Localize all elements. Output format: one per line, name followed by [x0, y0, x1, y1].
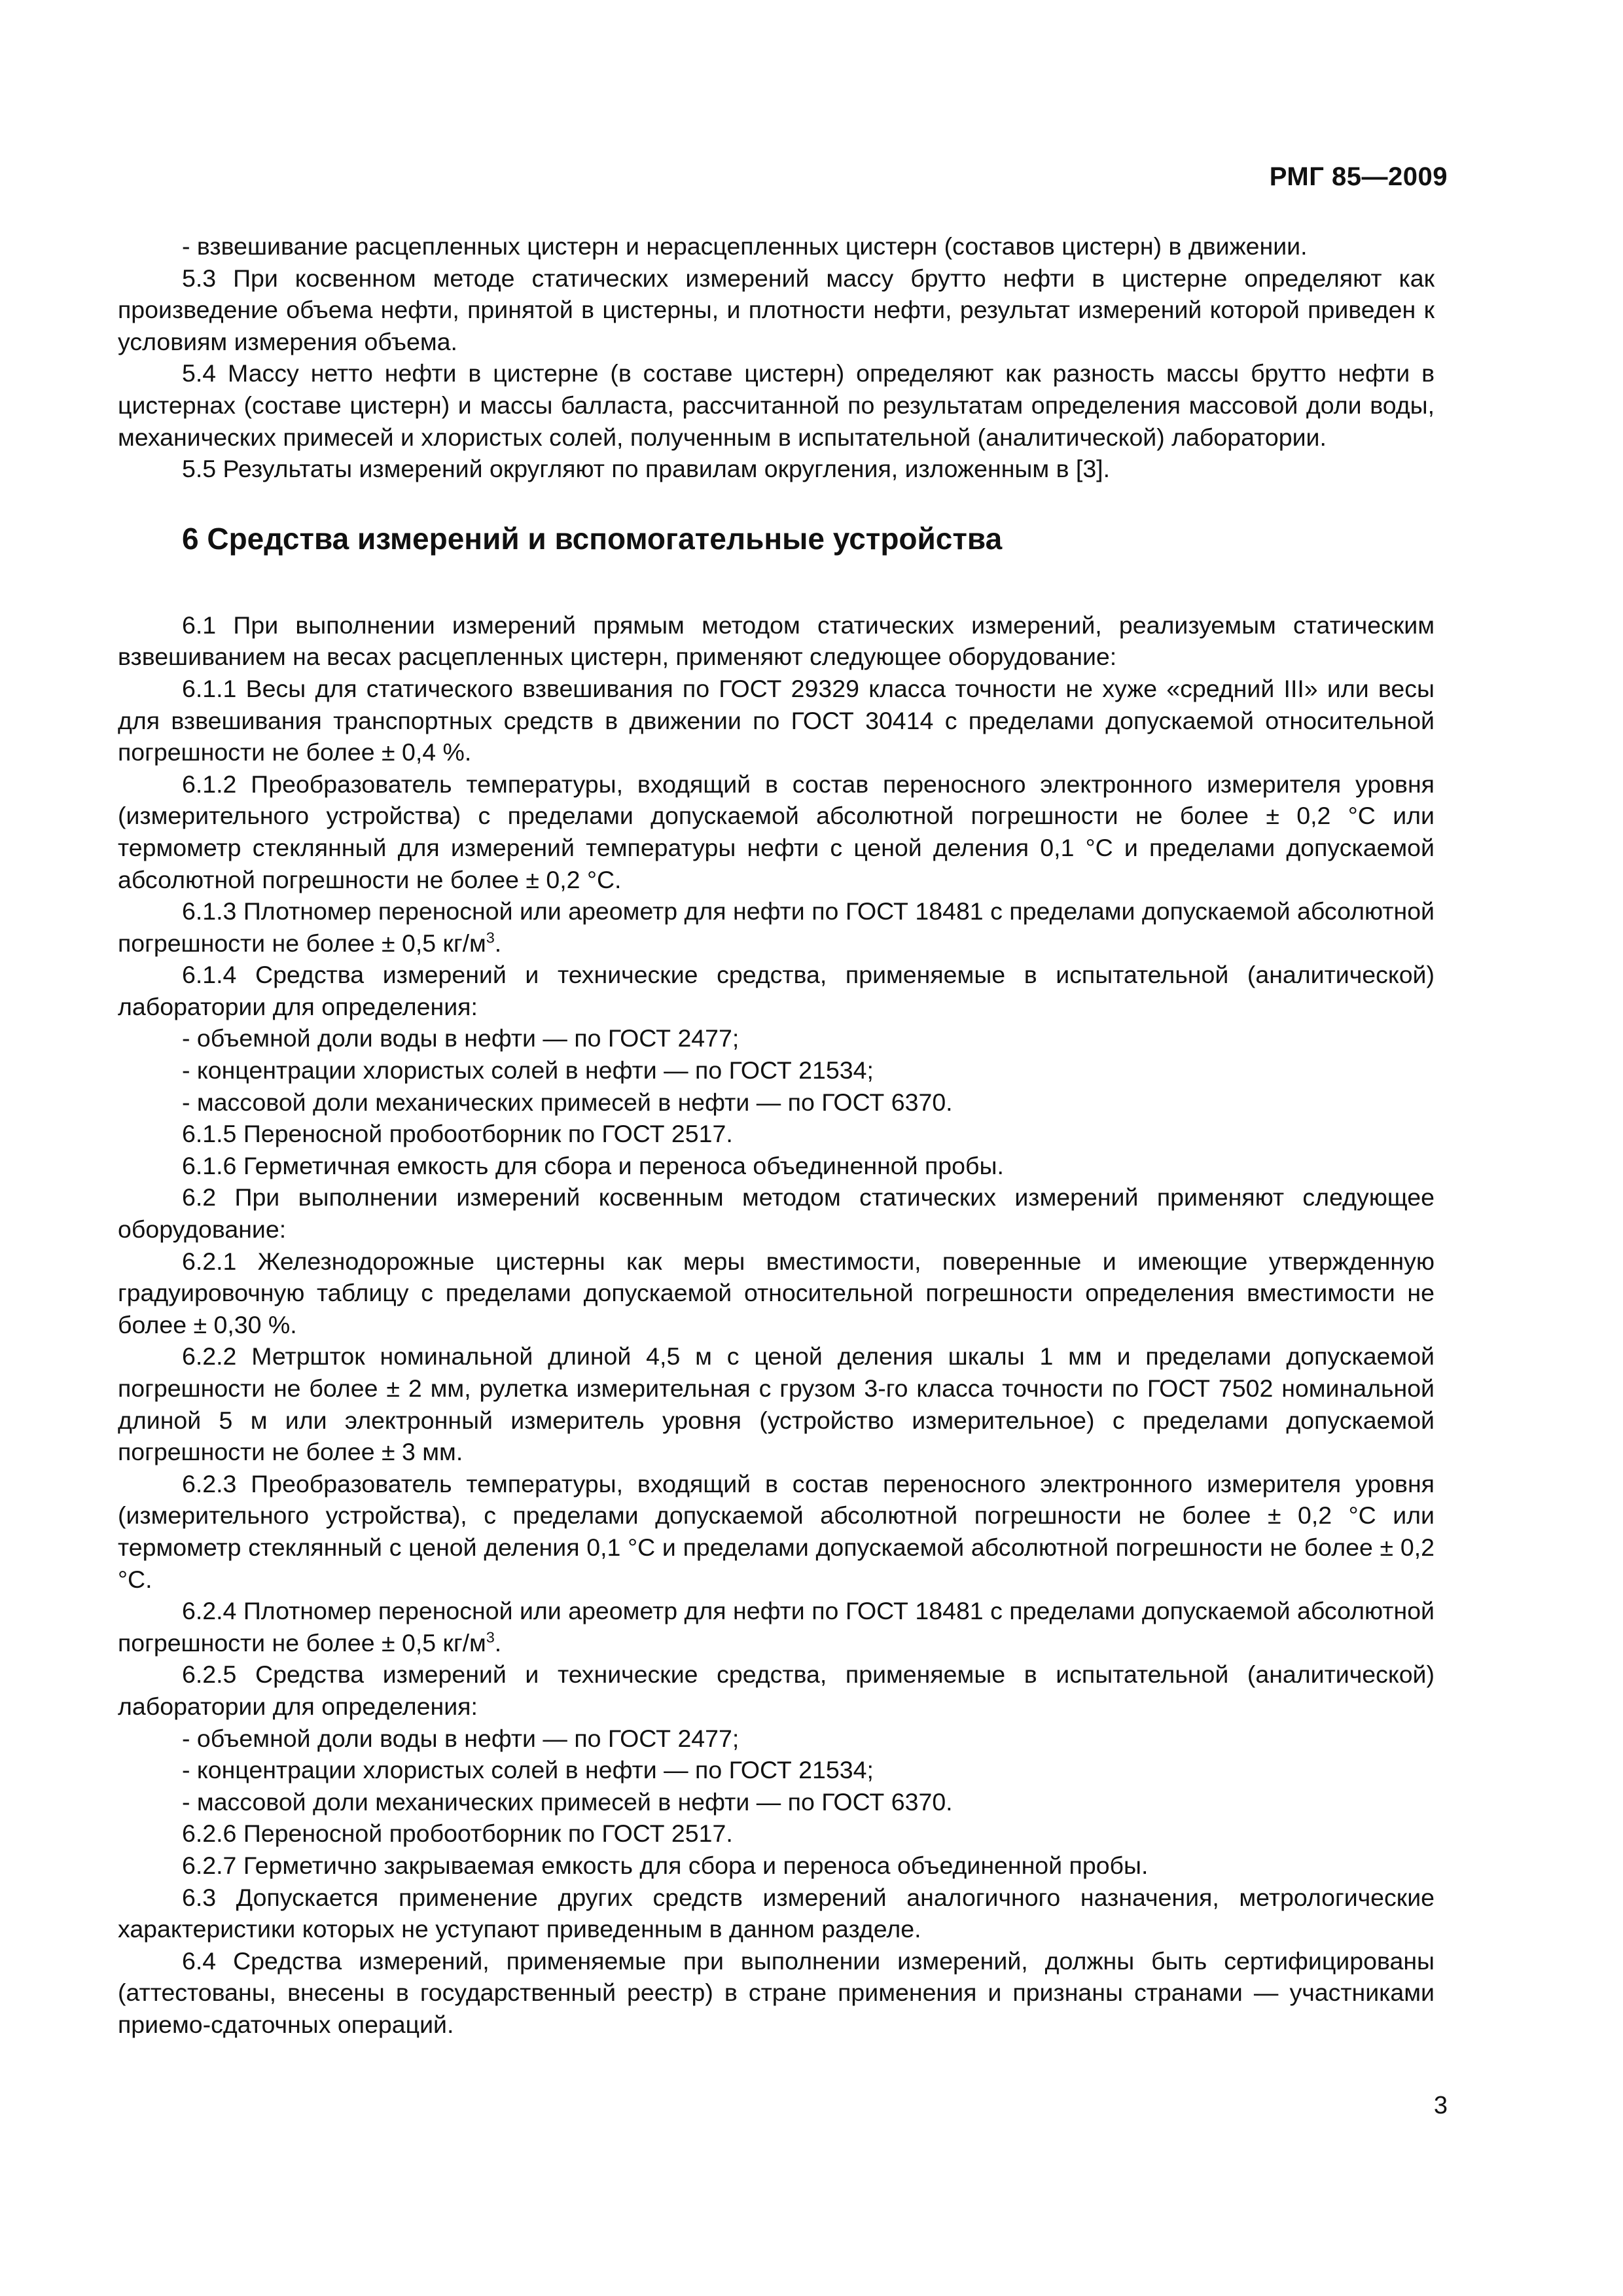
- clause-5-5: 5.5 Результаты измерений округляют по правилам округления, изложенным в [3].: [182, 455, 1111, 483]
- clause-6-2-4: [118, 1595, 1435, 1659]
- superscript-3: 3: [486, 929, 495, 946]
- list-item-water: - объемной доли воды в нефти — по ГОСТ 2477;: [182, 1724, 740, 1752]
- clause-6-1-3: [118, 895, 1435, 959]
- list-item-weighing-in-motion: - взвешивание расцепленных цистерн и нерасцепленных цистерн (составов цистерн) в движении.: [182, 232, 1308, 260]
- clause-6-1-3-end: .: [494, 929, 502, 957]
- document-header: РМГ 85—2009: [1269, 162, 1448, 191]
- clause-5-4: 5.4 Массу нетто нефти в цистерне (в составе цистерн) определяют как разность массы брутто нефти в цистернах (составе цистерн) и массы балласта, рассчитанной по результатам определения массовой доли воды, механических примесей и хлористых солей, полученным в испытательной (аналитической) лаборатории.: [118, 359, 1435, 451]
- clause-6-2-4-text: 6.2.4 Плотномер переносной или ареометр для нефти по ГОСТ 18481 с пределами допускаемой абсолютной погрешности не более ± 0,5 кг/м: [118, 1597, 1435, 1657]
- superscript-3: 3: [486, 1628, 495, 1646]
- clause-6-1-1: 6.1.1 Весы для статического взвешивания по ГОСТ 29329 класса точности не хуже «средний III» или весы для взвешивания транспортных средств в движении по ГОСТ 30414 с пределами допускаемой относительной погрешности не более ± 0,4 %.: [118, 674, 1435, 766]
- clause-6-2-4-end: .: [494, 1628, 502, 1657]
- clause-5-3: 5.3 При косвенном методе статических измерений массу брутто нефти в цистерне определяют как произведение объема нефти, принятой в цистерны, и плотности нефти, результат измерений которой приведен к условиям измерения объема.: [118, 264, 1435, 355]
- clause-6-4: 6.4 Средства измерений, применяемые при выполнении измерений, должны быть сертифицированы (аттестованы, внесены в государственный реестр) в стране применения и признаны странами — участниками приемо-сдаточных операций.: [118, 1946, 1435, 2038]
- clause-6-2-5: 6.2.5 Средства измерений и технические средства, применяемые в испытательной (аналитической) лаборатории для определения:: [118, 1660, 1435, 1720]
- clause-6-1-2: 6.1.2 Преобразователь температуры, входящий в состав переносного электронного измерителя уровня (измерительного устройства) с пределами допускаемой абсолютной погрешности не более ± 0,2 °С или термометр стеклянный для измерений температуры нефти с ценой деления 0,1 °С и пределами допускаемой абсолютной погрешности не более ± 0,2 °С.: [118, 770, 1435, 893]
- clause-6-2: 6.2 При выполнении измерений косвенным методом статических измерений применяют следующее оборудование:: [118, 1183, 1435, 1244]
- list-item-chloride-salts: - концентрации хлористых солей в нефти — по ГОСТ 21534;: [182, 1056, 874, 1085]
- clause-6-2-3: 6.2.3 Преобразователь температуры, входящий в состав переносного электронного измерителя уровня (измерительного устройства), с пределами допускаемой абсолютной погрешности не более ± 0,2 °С или термометр стеклянный с ценой деления 0,1 °С и пределами допускаемой абсолютной погрешности не более ± 0,2 °С.: [118, 1469, 1435, 1593]
- clause-6-1-5: 6.1.5 Переносной пробоотборник по ГОСТ 2517.: [182, 1120, 733, 1148]
- list-item-chloride-salts: - концентрации хлористых солей в нефти — по ГОСТ 21534;: [182, 1756, 874, 1784]
- list-item-mechanical-impurities: - массовой доли механических примесей в нефти — по ГОСТ 6370.: [182, 1088, 953, 1116]
- clause-6-1: 6.1 При выполнении измерений прямым методом статических измерений, реализуемым статическим взвешиванием на весах расцепленных цистерн, применяют следующее оборудование:: [118, 611, 1435, 671]
- list-item-water: - объемной доли воды в нефти — по ГОСТ 2477;: [182, 1024, 740, 1052]
- list-item-mechanical-impurities: - массовой доли механических примесей в нефти — по ГОСТ 6370.: [182, 1787, 953, 1816]
- clause-6-2-6: 6.2.6 Переносной пробоотборник по ГОСТ 2517.: [182, 1820, 733, 1848]
- clause-6-2-7: 6.2.7 Герметично закрываемая емкость для сбора и переноса объединенной пробы.: [182, 1851, 1149, 1879]
- page-number: 3: [1433, 2092, 1448, 2119]
- document-body: [118, 230, 1435, 2040]
- clause-6-2-2: 6.2.2 Метршток номинальной длиной 4,5 м с ценой деления шкалы 1 мм и пределами допускаемой погрешности не более ± 2 мм, рулетка измерительная с грузом 3-го класса точности по ГОСТ 7502 номинальной длиной 5 м или электронный измеритель уровня (устройство измерительное) с пределами допускаемой погрешности не более ± 3 мм.: [118, 1342, 1435, 1466]
- clause-6-3: 6.3 Допускается применение других средств измерений аналогичного назначения, метрологические характеристики которых не уступают приведенным в данном разделе.: [118, 1883, 1435, 1943]
- clause-6-1-4: 6.1.4 Средства измерений и технические средства, применяемые в испытательной (аналитической) лаборатории для определения:: [118, 961, 1435, 1020]
- clause-6-2-1: 6.2.1 Железнодорожные цистерны как меры вместимости, поверенные и имеющие утвержденную градуировочную таблицу с пределами допускаемой относительной погрешности определения вместимости не более ± 0,30 %.: [118, 1247, 1435, 1338]
- clause-6-1-6: 6.1.6 Герметичная емкость для сбора и переноса объединенной пробы.: [182, 1151, 1004, 1179]
- clause-6-1-3-text: 6.1.3 Плотномер переносной или ареометр для нефти по ГОСТ 18481 с пределами допускаемой абсолютной погрешности не более ± 0,5 кг/м: [118, 897, 1435, 957]
- section-6-title: 6 Средства измерений и вспомогательные устройства: [182, 521, 1003, 556]
